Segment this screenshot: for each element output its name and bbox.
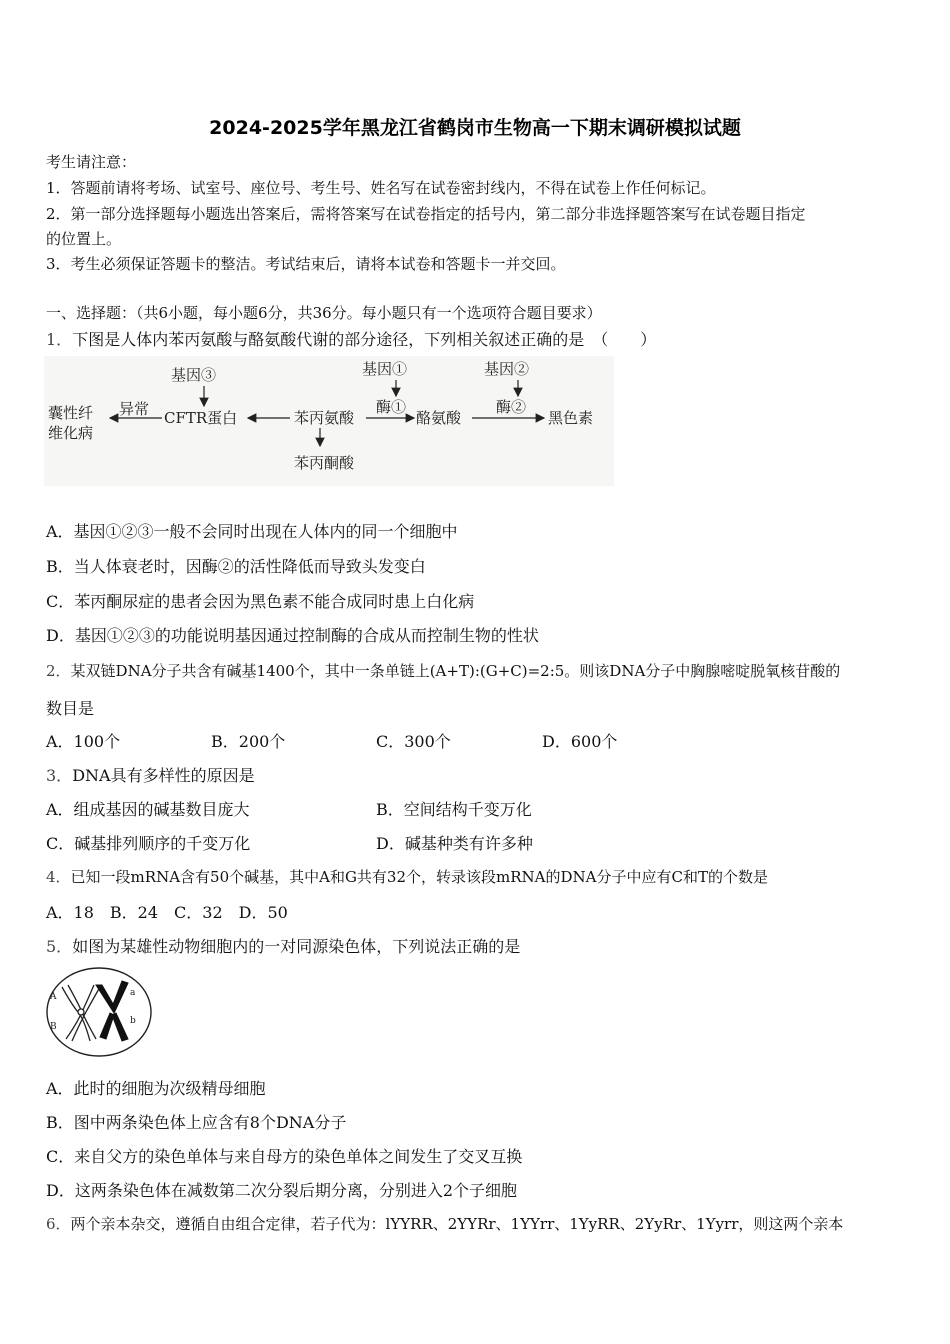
gene-3-label: 基因③: [171, 366, 217, 384]
question-text: 已知一段mRNA含有50个碱基，其中A和G共有32个，转录该段mRNA的DNA分子中应有C和T的个数是: [70, 868, 768, 886]
option: A．基因①②③一般不会同时出现在人体内的同一个细胞中: [46, 522, 458, 541]
option: C．300个: [376, 732, 451, 751]
phenylpyruvic-acid-label: 苯丙酮酸: [294, 454, 355, 472]
option: D．基因①②③的功能说明基因通过控制酶的合成从而控制生物的性状: [46, 626, 539, 645]
question-1-stem: [46, 327, 656, 350]
question-number: 5．: [46, 937, 73, 956]
option: B．当人体衰老时，因酶②的活性降低而导致头发变白: [46, 557, 426, 576]
option: D．这两条染色体在减数第二次分裂后期分离，分别进入2个子细胞: [46, 1181, 518, 1200]
question-number: 6．: [46, 1215, 71, 1233]
question-2-stem-cont: 数目是: [46, 699, 95, 718]
option: A．此时的细胞为次级精母细胞: [46, 1079, 266, 1098]
option: D．碱基种类有许多种: [376, 834, 533, 853]
question-text: 某双链DNA分子共含有碱基1400个，其中一条单链上(A+T):(G+C)=2:5。则该DNA分子中胸腺嘧啶脱氧核苷酸的: [70, 662, 841, 680]
notice-item: 2．第一部分选择题每小题选出答案后，需将答案写在试卷指定的括号内，第二部分非选择题答案写在试卷题目指定: [46, 205, 806, 223]
section-heading: 一、选择题：（共6小题，每小题6分，共36分。每小题只有一个选项符合题目要求）: [46, 304, 602, 322]
option: B．空间结构千变万化: [376, 800, 532, 819]
option: A．组成基因的碱基数目庞大: [46, 800, 250, 819]
question-number: 4．: [46, 868, 71, 886]
abnormal-label: 异常: [119, 400, 150, 418]
question-4-stem: [46, 866, 768, 887]
enzyme-2-label: 酶②: [496, 398, 527, 416]
enzyme-1-label: 酶①: [376, 398, 407, 416]
tyrosine-label: 酪氨酸: [416, 409, 462, 427]
chromosome-left: [62, 985, 100, 1041]
chromosome-right: [96, 981, 128, 1041]
gene-2-label: 基因②: [484, 360, 530, 378]
option: D．600个: [542, 732, 618, 751]
option: A．100个: [46, 732, 121, 751]
option: C．来自父方的染色单体与来自母方的染色单体之间发生了交叉互换: [46, 1147, 523, 1166]
phenylalanine-label: 苯丙氨酸: [294, 409, 355, 427]
cell-outline: [47, 968, 151, 1056]
question-text: 两个亲本杂交，遵循自由组合定律，若子代为：lYYRR、2YYRr、1YYrr、1YyRR、2YyRr、1Yyrr，则这两个亲本: [70, 1215, 844, 1233]
question-text: 下图是人体内苯丙氨酸与酪氨酸代谢的部分途径，下列相关叙述正确的是 （ ）: [72, 330, 657, 349]
allele-A-label: A: [50, 992, 57, 1002]
disease-label-2: 维化病: [48, 424, 94, 442]
cftr-protein-label: CFTR蛋白: [164, 409, 238, 427]
allele-a-label: a: [130, 988, 136, 998]
allele-b-label: b: [130, 1016, 136, 1026]
notice-item: 1．答题前请将考场、试室号、座位号、考生号、姓名写在试卷密封线内，不得在试卷上作任何标记。: [46, 179, 716, 197]
option: B．200个: [211, 732, 286, 751]
question-number: 1．: [46, 330, 73, 349]
notice-item: 3．考生必须保证答题卡的整洁。考试结束后，请将本试卷和答题卡一并交回。: [46, 255, 566, 273]
question-number: 2．: [46, 662, 71, 680]
metabolic-pathway-diagram: [44, 356, 614, 486]
disease-label-1: 囊性纤: [48, 404, 94, 422]
homologous-chromosomes-diagram: [44, 965, 154, 1059]
question-number: 3．: [46, 766, 73, 785]
page-title: 2024-2025学年黑龙江省鹤岗市生物高一下期末调研模拟试题: [209, 117, 741, 139]
option-row: A．18 B．24 C．32 D．50: [46, 903, 288, 922]
question-6-stem: [46, 1213, 843, 1234]
melanin-label: 黑色素: [548, 409, 594, 427]
gene-1-label: 基因①: [362, 360, 408, 378]
question-text: 如图为某雄性动物细胞内的一对同源染色体，下列说法正确的是: [72, 937, 521, 956]
notice-heading: 考生请注意：: [46, 153, 137, 171]
question-5-stem: [46, 934, 520, 957]
allele-B-label: B: [50, 1022, 57, 1032]
question-3-stem: [46, 763, 255, 786]
question-2-stem: [46, 660, 840, 681]
option: B．图中两条染色体上应含有8个DNA分子: [46, 1113, 347, 1132]
option: C．苯丙酮尿症的患者会因为黑色素不能合成同时患上白化病: [46, 592, 475, 611]
notice-item: 的位置上。: [46, 230, 122, 248]
question-text: DNA具有多样性的原因是: [72, 766, 255, 785]
option: C．碱基排列顺序的千变万化: [46, 834, 251, 853]
